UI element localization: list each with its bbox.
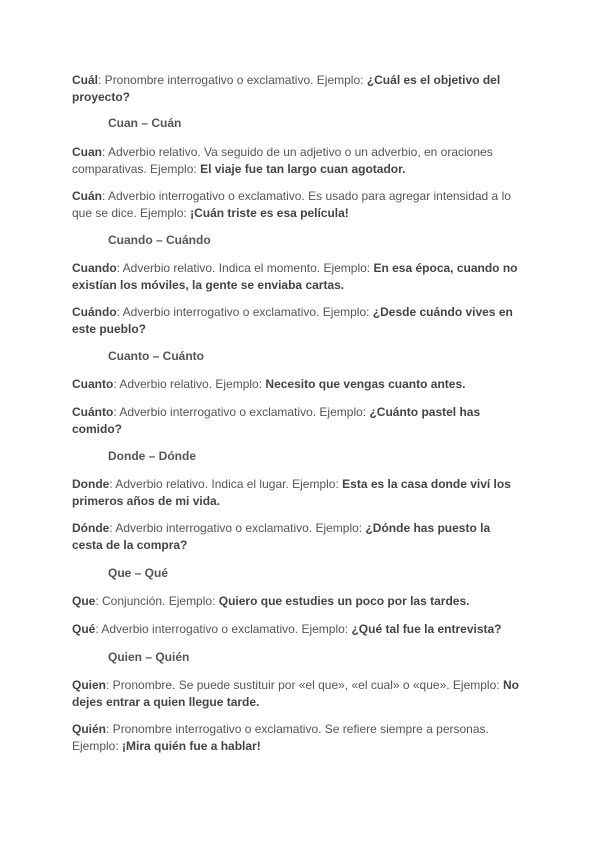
example: ¡Cuán triste es esa película!: [190, 206, 349, 220]
definition: : Conjunción. Ejemplo:: [95, 594, 219, 608]
term: Donde: [72, 477, 110, 491]
entry-cuando: [72, 260, 524, 294]
example: El viaje fue tan largo cuan agotador.: [200, 162, 406, 176]
term: Cuanto: [72, 377, 114, 391]
example: Esta es la casa donde viví los primeros años de mi vida.: [72, 477, 511, 508]
example: ¿Cuál es el objetivo del proyecto?: [72, 73, 501, 104]
example: Necesito que vengas cuanto antes.: [265, 377, 466, 391]
definition: : Adverbio interrogativo o exclamativo. Ejemplo:: [109, 521, 366, 535]
entry-quien-accent: [72, 721, 524, 755]
heading-quien: Quien – Quién: [108, 650, 190, 664]
entry-donde: [72, 476, 524, 510]
heading-donde: Donde – Dónde: [108, 449, 197, 463]
term: Quién: [72, 722, 107, 736]
term: Cuando: [72, 261, 117, 275]
definition: : Adverbio interrogativo o exclamativo. Ejemplo:: [116, 305, 373, 319]
heading-que: Que – Qué: [108, 566, 169, 580]
example: ¿Desde cuándo vives en este pueblo?: [72, 305, 513, 336]
definition: : Adverbio interrogativo o exclamativo. Ejemplo:: [95, 622, 352, 636]
term: Que: [72, 594, 96, 608]
example: Quiero que estudies un poco por las tardes.: [218, 594, 470, 608]
entry-cuando-accent: [72, 304, 524, 338]
heading-cuanto: Cuanto – Cuánto: [108, 349, 204, 363]
definition: : Pronombre interrogativo o exclamativo. Ejemplo:: [98, 73, 367, 87]
term: Qué: [72, 622, 96, 636]
entry-quien: [72, 677, 524, 711]
definition: : Adverbio interrogativo o exclamativo. Es usado para agregar intensidad a lo que se dice. Ejemplo:: [72, 189, 511, 220]
example: En esa época, cuando no existían los móviles, la gente se enviaba cartas.: [72, 261, 518, 292]
entry-cuanto-accent: [72, 404, 524, 438]
definition: : Adverbio relativo. Indica el lugar. Ejemplo:: [109, 477, 343, 491]
entry-que: [72, 593, 524, 610]
definition: : Adverbio interrogativo o exclamativo. Ejemplo:: [113, 405, 370, 419]
entry-que-accent: [72, 621, 524, 638]
example: No dejes entrar a quien llegue tarde.: [72, 678, 519, 709]
example: ¿Qué tal fue la entrevista?: [351, 622, 502, 636]
term: Cuánto: [72, 405, 114, 419]
term: Quien: [72, 678, 107, 692]
term: Cuán: [72, 189, 102, 203]
definition: : Adverbio relativo. Indica el momento. Ejemplo:: [116, 261, 374, 275]
definition: : Pronombre. Se puede sustituir por «el que», «el cual» o «que». Ejemplo:: [106, 678, 503, 692]
example: ¡Mira quién fue a hablar!: [122, 739, 261, 753]
entry-cual: [72, 72, 524, 106]
heading-cuando: Cuando – Cuándo: [108, 233, 211, 247]
term: Cuál: [72, 73, 99, 87]
example: ¿Dónde has puesto la cesta de la compra?: [72, 521, 491, 552]
term: Dónde: [72, 521, 110, 535]
heading-cuan: Cuan – Cuán: [108, 116, 182, 130]
example: ¿Cuánto pastel has comido?: [72, 405, 481, 436]
entry-cuan: [72, 144, 524, 178]
term: Cuándo: [72, 305, 117, 319]
definition: : Pronombre interrogativo o exclamativo. Se refiere siempre a personas. Ejemplo:: [72, 722, 489, 753]
term: Cuan: [72, 145, 102, 159]
definition: : Adverbio relativo. Ejemplo:: [113, 377, 266, 391]
definition: : Adverbio relativo. Va seguido de un adjetivo o un adverbio, en oraciones comparativas. Ejemplo:: [72, 145, 493, 176]
entry-donde-accent: [72, 520, 524, 554]
entry-cuan-accent: [72, 188, 524, 222]
entry-cuanto: [72, 376, 524, 393]
